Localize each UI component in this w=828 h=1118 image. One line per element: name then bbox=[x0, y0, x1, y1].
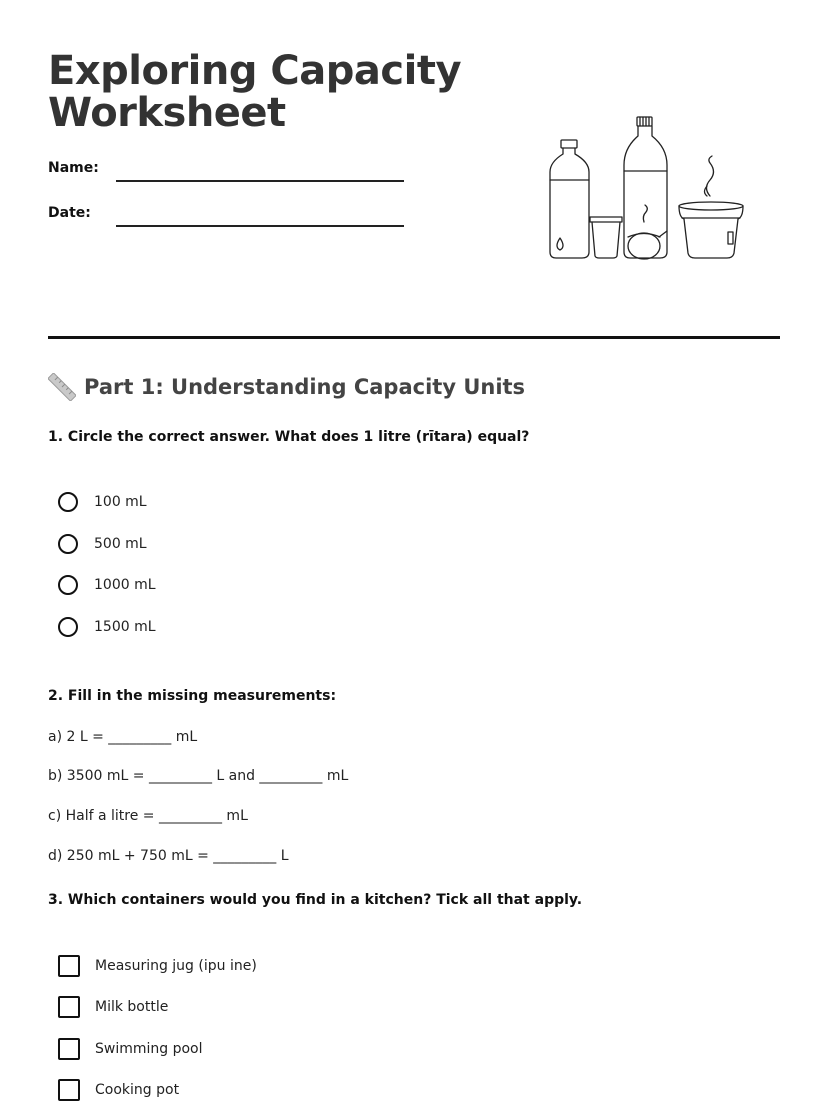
q1-option-2[interactable] bbox=[58, 534, 147, 554]
name-line[interactable] bbox=[116, 180, 404, 182]
question-3: 3. Which containers would you find in a kitchen? Tick all that apply. bbox=[48, 892, 583, 908]
glass-icon bbox=[590, 217, 622, 258]
q1-option-3[interactable] bbox=[58, 575, 156, 595]
q2-item-d[interactable]: d) 250 mL + 750 mL = _________ L bbox=[48, 848, 289, 864]
title-line-2: Worksheet bbox=[48, 90, 286, 136]
radio-circle[interactable] bbox=[58, 575, 78, 595]
q3-option-4[interactable] bbox=[58, 1079, 179, 1101]
checkbox[interactable] bbox=[58, 955, 80, 977]
q2-item-b[interactable]: b) 3500 mL = _________ L and _________ mL bbox=[48, 768, 349, 784]
q3-option-label: Swimming pool bbox=[95, 1041, 203, 1057]
worksheet-title bbox=[48, 50, 461, 134]
q3-option-2[interactable] bbox=[58, 996, 168, 1018]
q1-option-label: 500 mL bbox=[94, 536, 147, 552]
name-label: Name: bbox=[48, 160, 99, 176]
date-label: Date: bbox=[48, 205, 91, 221]
q3-option-1[interactable] bbox=[58, 955, 257, 977]
q1-option-1[interactable] bbox=[58, 492, 147, 512]
q3-option-label: Milk bottle bbox=[95, 999, 169, 1015]
small-pot-icon bbox=[628, 205, 667, 259]
checkbox[interactable] bbox=[58, 996, 80, 1018]
question-2: 2. Fill in the missing measurements: bbox=[48, 688, 337, 704]
small-bottle-icon bbox=[550, 140, 589, 258]
q2-item-a[interactable]: a) 2 L = _________ mL bbox=[48, 729, 198, 745]
radio-circle[interactable] bbox=[58, 492, 78, 512]
radio-circle[interactable] bbox=[58, 617, 78, 637]
checkbox[interactable] bbox=[58, 1079, 80, 1101]
q3-option-label: Measuring jug (ipu ine) bbox=[95, 958, 257, 974]
part1-heading-text: Part 1: Understanding Capacity Units bbox=[84, 375, 526, 399]
title-line-1: Exploring Capacity bbox=[48, 48, 462, 94]
checkbox[interactable] bbox=[58, 1038, 80, 1060]
q1-option-4[interactable] bbox=[58, 617, 156, 637]
q3-option-3[interactable] bbox=[58, 1038, 203, 1060]
question-1: 1. Circle the correct answer. What does 1 litre (rītara) equal? bbox=[48, 429, 530, 445]
bucket-icon bbox=[679, 156, 743, 258]
radio-circle[interactable] bbox=[58, 534, 78, 554]
date-line[interactable] bbox=[116, 225, 404, 227]
part1-heading bbox=[48, 373, 525, 401]
section-divider bbox=[48, 336, 780, 339]
ruler-icon bbox=[48, 373, 76, 401]
q1-option-label: 100 mL bbox=[94, 494, 147, 510]
q3-option-label: Cooking pot bbox=[95, 1082, 180, 1098]
containers-illustration bbox=[540, 110, 750, 265]
q1-option-label: 1000 mL bbox=[94, 577, 156, 593]
q2-item-c[interactable]: c) Half a litre = _________ mL bbox=[48, 808, 248, 824]
q1-option-label: 1500 mL bbox=[94, 619, 156, 635]
